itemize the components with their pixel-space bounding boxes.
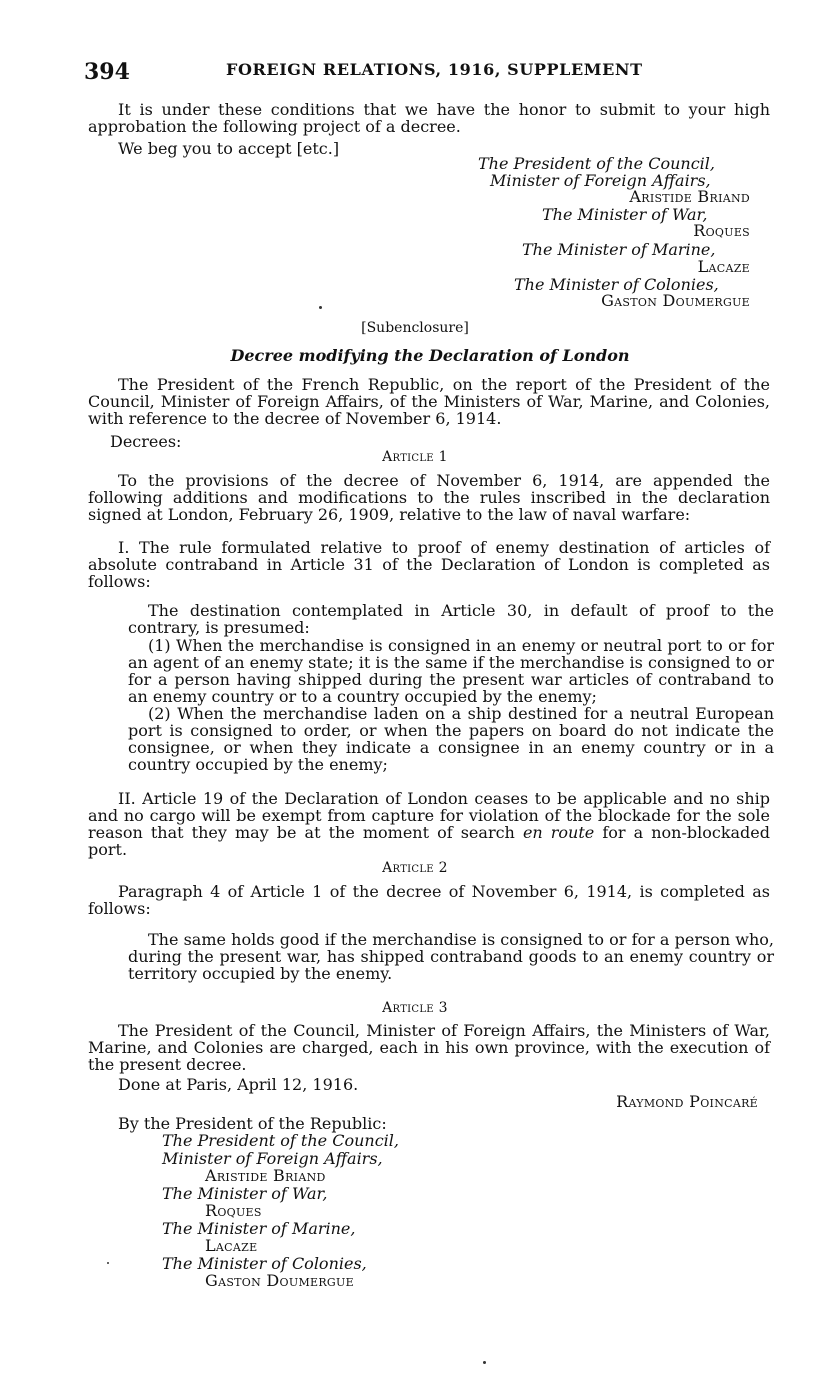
article-2-quote: The same holds good if the merchandise is consigned to or for a person who, during the present war, has shipped contraband goods to an enemy country or territory occupied by the enemy. bbox=[128, 930, 774, 983]
signature-top-marine-name: Lacaze bbox=[697, 257, 750, 276]
article-1-quote-case-1: (1) When the merchandise is consigned in an enemy or neutral port to or for an agent of an enemy state; it is the same if the merchandise is consigned to or for a person having shipped during the present war articles of contraband to an enemy country or to a country occupied by the enemy; bbox=[128, 636, 774, 706]
signature-top-president-name: Aristide Briand bbox=[629, 187, 750, 206]
signature-top-president-title2: Minister of Foreign Affairs, bbox=[490, 171, 711, 190]
signature-top-colonies-name: Gaston Doumergue bbox=[601, 291, 750, 310]
signature-bottom-president-title2: Minister of Foreign Affairs, bbox=[162, 1149, 383, 1168]
subenclosure-label: [Subenclosure] bbox=[361, 320, 469, 336]
article-1-heading: Article 1 bbox=[382, 449, 448, 465]
article-2-paragraph: Paragraph 4 of Article 1 of the decree of November 6, 1914, is completed as follows: bbox=[88, 882, 770, 918]
signature-bottom-war-name: Roques bbox=[205, 1201, 262, 1220]
signature-bottom-president-name: Aristide Briand bbox=[205, 1166, 326, 1185]
ink-speck bbox=[107, 1262, 109, 1264]
signature-bottom-war-title: The Minister of War, bbox=[162, 1184, 328, 1203]
signature-top-war-title: The Minister of War, bbox=[542, 205, 708, 224]
decree-title: Decree modifying the Declaration of London bbox=[230, 346, 630, 365]
ink-speck bbox=[483, 1361, 486, 1364]
signature-top-marine-title: The Minister of Marine, bbox=[522, 240, 716, 259]
intro-paragraph: It is under these conditions that we have the honor to submit to your high approbation the following project of a decree. bbox=[88, 100, 770, 136]
signature-bottom-colonies-title: The Minister of Colonies, bbox=[162, 1254, 367, 1273]
by-the-president: By the President of the Republic: bbox=[118, 1114, 387, 1133]
ink-speck bbox=[319, 306, 322, 309]
article-1-quote-case-2: (2) When the merchandise laden on a ship destined for a neutral European port is consigned to order, or when the papers on board do not indicate the consignee, or when they indicate a consignee in an enemy country or in a country occupied by the enemy; bbox=[128, 704, 774, 774]
president-signature: Raymond Poincaré bbox=[616, 1092, 758, 1111]
article-1-rule-ii bbox=[88, 790, 770, 858]
signature-top-war-name: Roques bbox=[693, 221, 750, 240]
article-1-quote-presumed: The destination contemplated in Article 30, in default of proof to the contrary, is presumed: bbox=[128, 601, 774, 637]
article-2-heading: Article 2 bbox=[382, 860, 448, 876]
article-3-heading: Article 3 bbox=[382, 1000, 448, 1016]
preamble-paragraph: The President of the French Republic, on the report of the President of the Council, Minister of Foreign Affairs, of the Ministers of War, Marine, and Colonies, with reference to the decree of November 6, 1914. bbox=[88, 375, 770, 428]
signature-bottom-marine-title: The Minister of Marine, bbox=[162, 1219, 356, 1238]
done-at-paris: Done at Paris, April 12, 1916. bbox=[118, 1075, 359, 1094]
article-1-rule-i: I. The rule formulated relative to proof of enemy destination of articles of absolute contraband in Article 31 of the Declaration of London is completed as follows: bbox=[88, 538, 770, 591]
signature-bottom-marine-name: Lacaze bbox=[205, 1236, 258, 1255]
running-title: FOREIGN RELATIONS, 1916, SUPPLEMENT bbox=[226, 60, 643, 79]
rule-ii-text-b: for a non-blockaded port. bbox=[88, 823, 771, 859]
rule-ii-italic: en route bbox=[522, 823, 595, 842]
signature-top-president-title: The President of the Council, bbox=[478, 154, 715, 173]
page-number: 394 bbox=[84, 59, 130, 85]
article-1-paragraph: To the provisions of the decree of November 6, 1914, are appended the following additions and modifications to the rules inscribed in the declaration signed at London, February 26, 1909, relative to the law of naval warfare: bbox=[88, 471, 770, 524]
decrees-label: Decrees: bbox=[110, 432, 182, 451]
rule-ii-text-a: II. Article 19 of the Declaration of London ceases to be applicable and no ship and no cargo will be exempt from capture for violation of the blockade for the sole reason that they may be at the moment of search bbox=[88, 789, 770, 842]
intro-closing: We beg you to accept [etc.] bbox=[118, 139, 340, 158]
signature-bottom-colonies-name: Gaston Doumergue bbox=[205, 1271, 354, 1290]
article-3-paragraph: The President of the Council, Minister of Foreign Affairs, the Ministers of War, Marine, and Colonies are charged, each in his own province, with the execution of the present decree. bbox=[88, 1021, 770, 1074]
signature-bottom-president-title: The President of the Council, bbox=[162, 1131, 399, 1150]
signature-top-colonies-title: The Minister of Colonies, bbox=[514, 275, 719, 294]
